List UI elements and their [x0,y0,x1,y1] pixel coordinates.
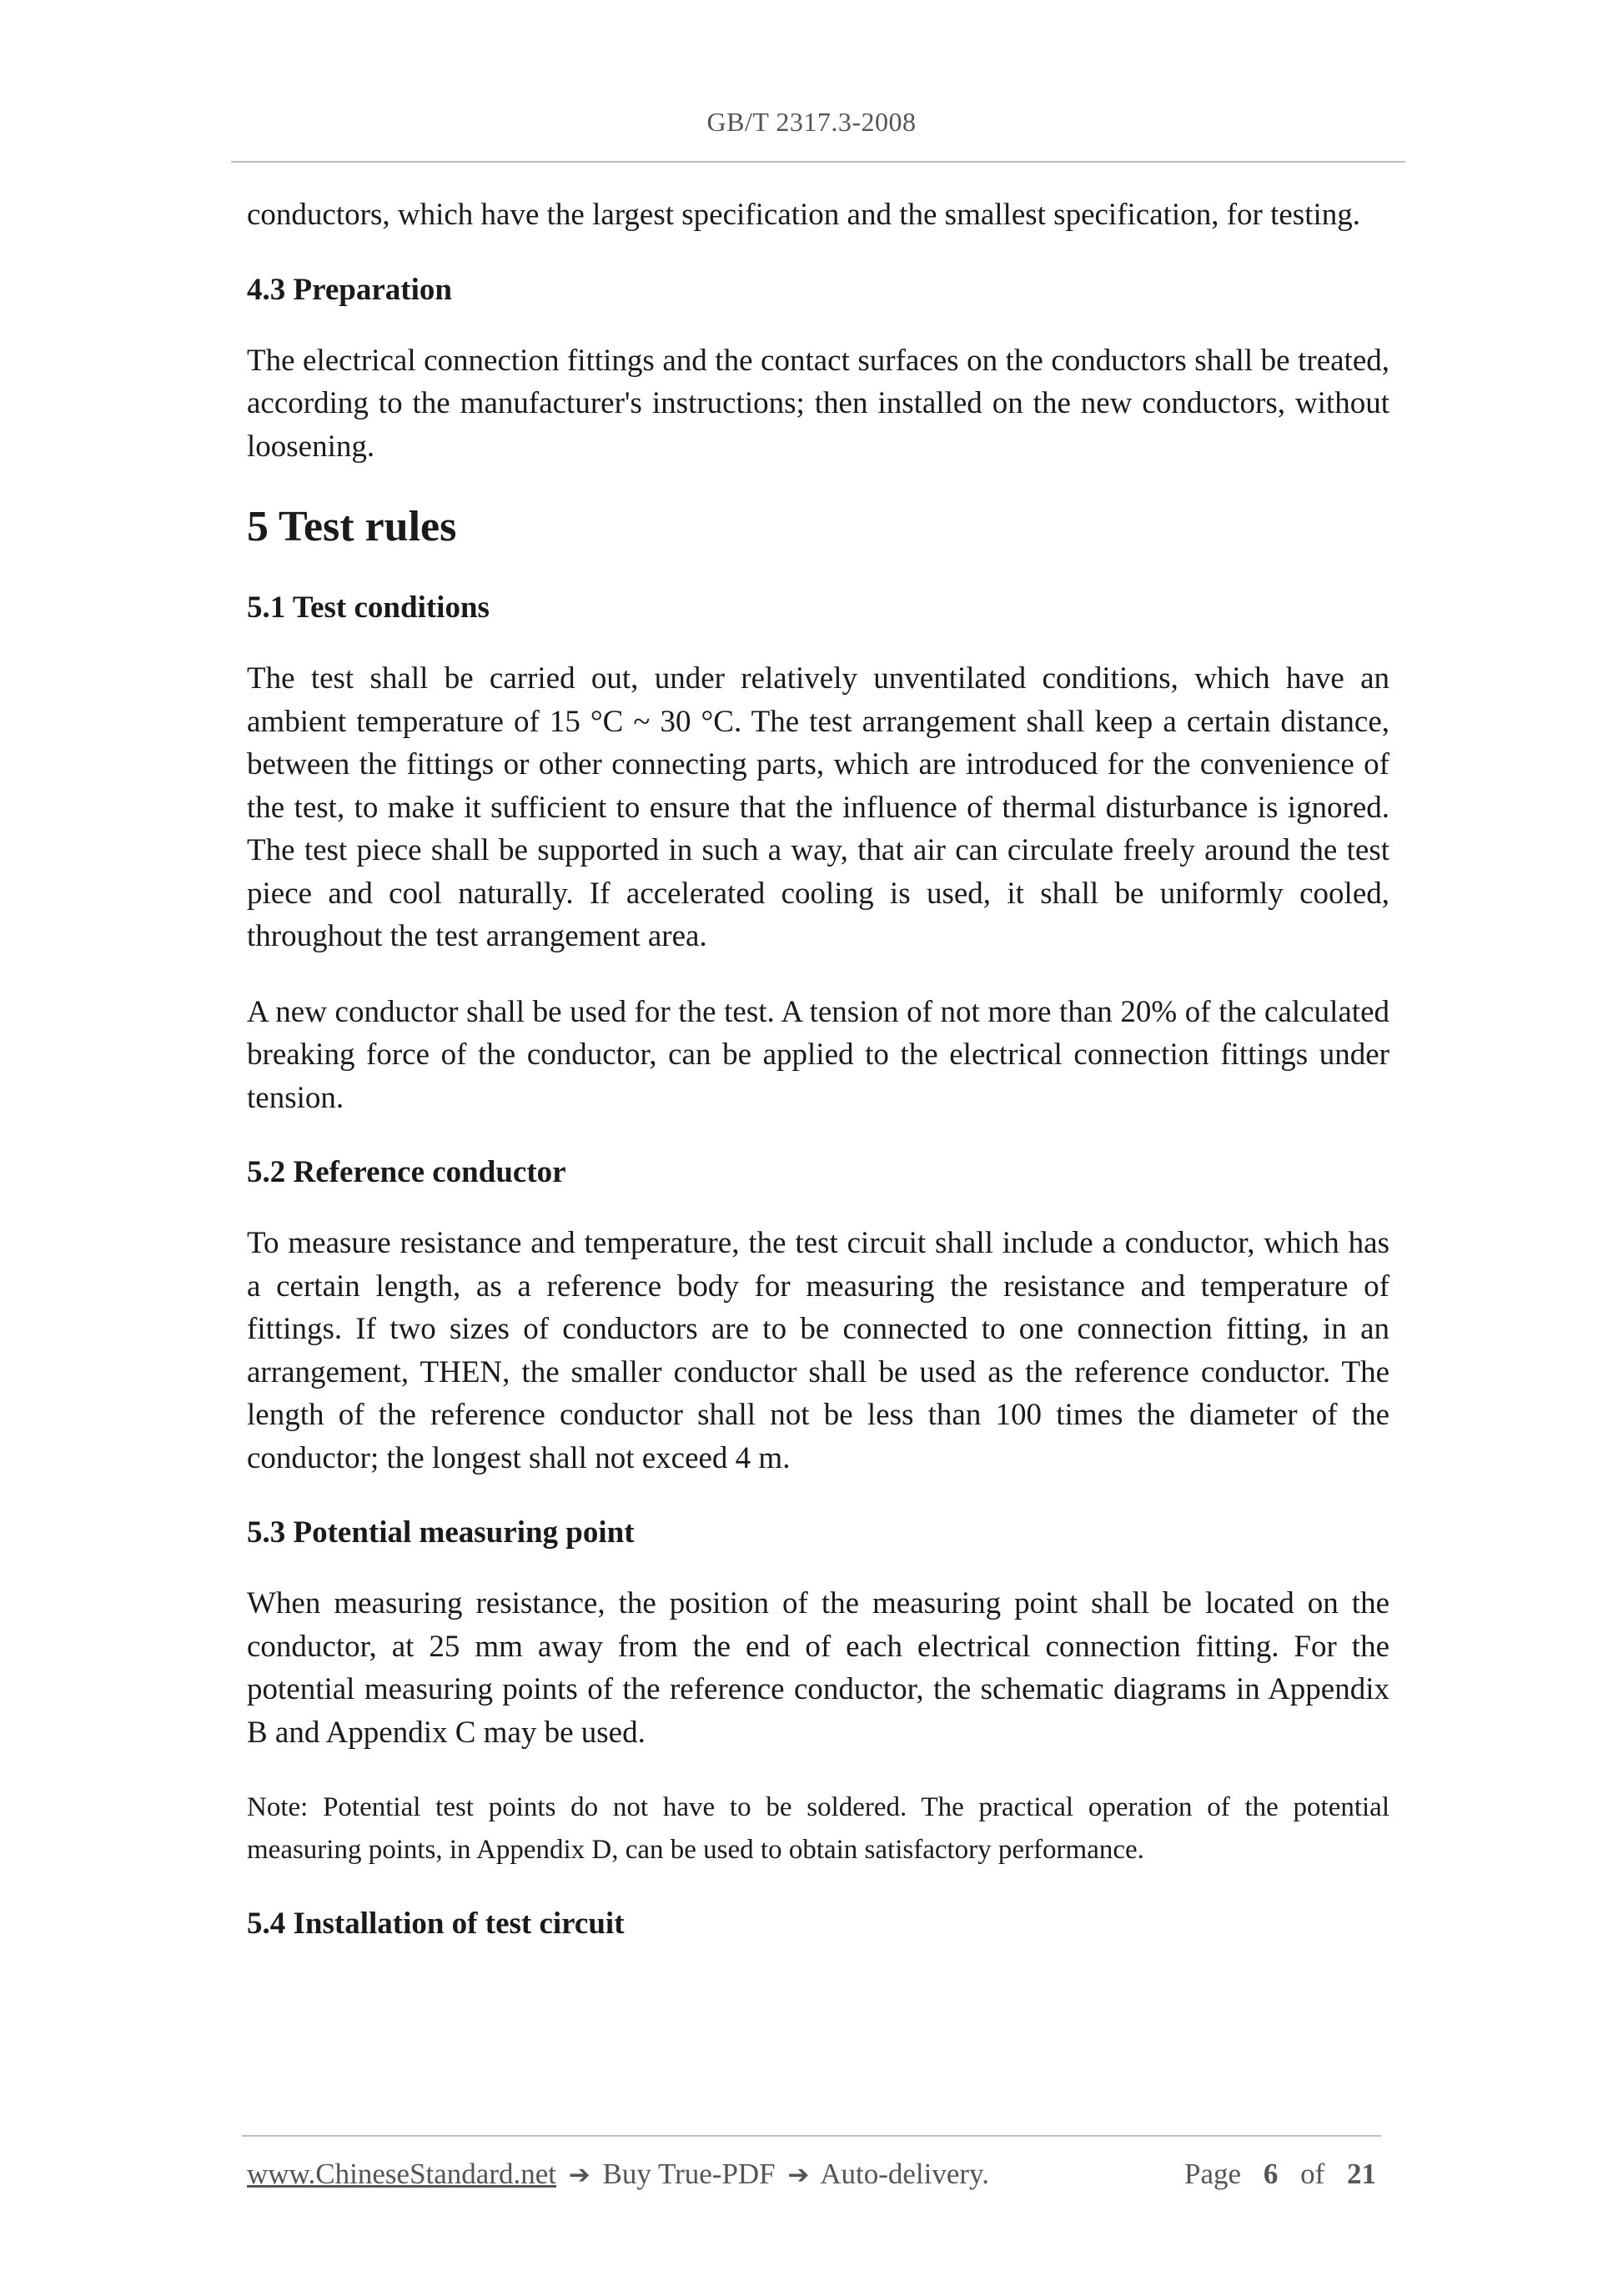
arrow-right-icon: ➔ [787,2160,810,2190]
page-of-label: of [1300,2158,1325,2190]
section-heading-4-3: 4.3 Preparation [247,272,452,307]
footer-links [247,2158,989,2191]
footer-divider [242,2135,1381,2137]
section-heading-5-4: 5.4 Installation of test circuit [247,1907,625,1941]
arrow-right-icon: ➔ [568,2160,590,2190]
document-header-title: GB/T 2317.3-2008 [706,107,917,137]
section-heading-5-3: 5.3 Potential measuring point [247,1515,635,1550]
intro-paragraph: conductors, which have the largest specification and the smallest specification, for testing. [247,198,1361,232]
preparation-paragraph: The electrical connection fittings and the contact surfaces on the conductors shall be treated, according to the manufacturer's instructions; then installed on the new conductors, without loosening. [247,343,1389,464]
section-heading-5-2: 5.2 Reference conductor [247,1155,566,1189]
measuring-point-paragraph: When measuring resistance, the position of the measuring point shall be located on the conductor, at 25 mm away from the end of each electrical connection fitting. For the potential measuring points of the reference conductor, the schematic diagrams in Appendix B and Appendix C may be used. [247,1586,1389,1750]
auto-delivery-text: Auto-delivery. [820,2158,990,2190]
section-heading-5-1: 5.1 Test conditions [247,590,490,625]
header-divider [231,161,1405,163]
section-heading-5: 5 Test rules [247,503,457,550]
page-label: Page [1184,2158,1242,2190]
reference-conductor-paragraph: To measure resistance and temperature, the test circuit shall include a conductor, which has a certain length, as a reference body for measuring the resistance and temperature of fittings. If two sizes of conductors are to be connected to one connection fitting, in an arrangement, THEN, the smaller conductor shall be used as the reference conductor. The length of the reference conductor shall not be less than 100 times the diameter of the conductor; the longest shall not exceed 4 m. [247,1226,1389,1475]
chinesestandard-link[interactable]: www.ChineseStandard.net [247,2158,556,2190]
page-number [1184,2158,1376,2191]
document-content [247,193,1389,1973]
new-conductor-paragraph: A new conductor shall be used for the test. A tension of not more than 20% of the calculated breaking force of the conductor, can be applied to the electrical connection fittings under tension. [247,994,1389,1115]
test-conditions-paragraph: The test shall be carried out, under relatively unventilated conditions, which have an ambient temperature of 15 °C ~ 30 °C. The test arrangement shall keep a certain distance, between the fittings or other connecting parts, which are introduced for the convenience of the test, to make it sufficient to ensure that the influence of thermal disturbance is ignored. The test piece shall be supported in such a way, that air can circulate freely around the test piece and cool naturally. If accelerated cooling is used, it shall be uniformly cooled, throughout the test arrangement area. [247,661,1389,953]
page-total: 21 [1347,2158,1376,2190]
page-footer [247,2158,1376,2199]
measuring-point-note: Note: Potential test points do not have to be soldered. The practical operation of the potential measuring points, in Appendix D, can be used to obtain satisfactory performance. [247,1792,1389,1865]
buy-true-pdf-text: Buy True-PDF [602,2158,776,2190]
page-current: 6 [1263,2158,1279,2190]
